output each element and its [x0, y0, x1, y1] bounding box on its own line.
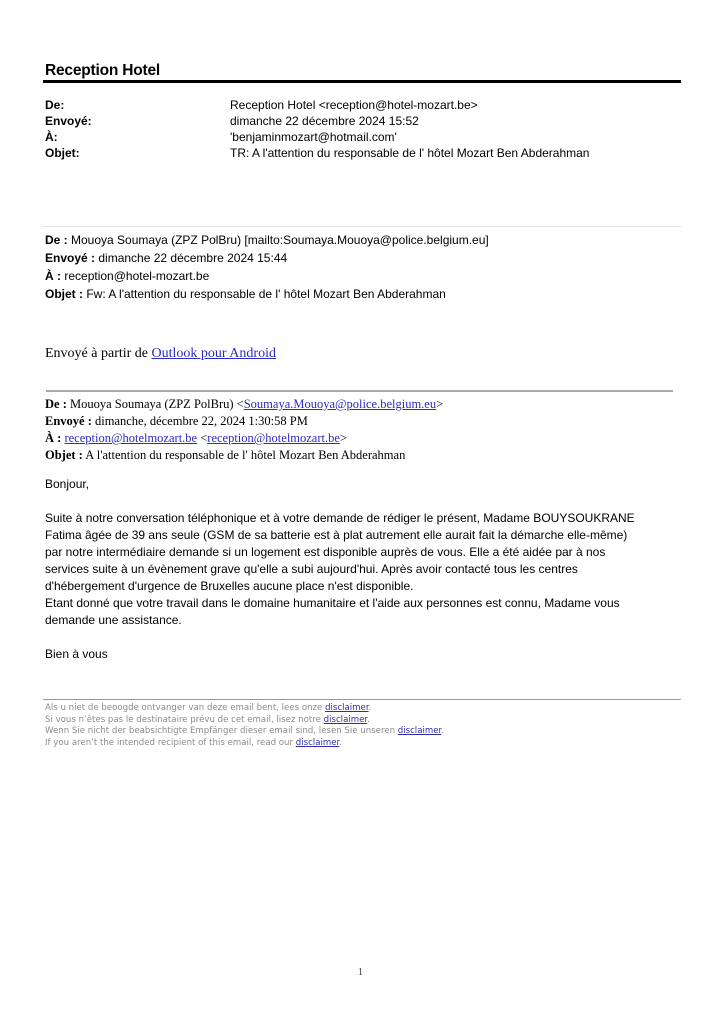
- period: .: [441, 726, 444, 736]
- disclaimer-link[interactable]: disclaimer: [325, 703, 369, 713]
- label: À :: [45, 269, 61, 283]
- forward2-subject: [45, 447, 443, 464]
- forward1-subject-value: Fw: A l'attention du responsable de l' hôtel Mozart Ben Abderahman: [86, 287, 446, 301]
- period: .: [339, 737, 342, 748]
- label: De :: [45, 233, 68, 247]
- header-label: Envoyé:: [45, 114, 92, 128]
- disclaimer-line-nl: [45, 703, 444, 715]
- recipient-email-link[interactable]: reception@hotelmozart.be: [64, 431, 198, 445]
- label: À :: [45, 431, 62, 445]
- label: De :: [45, 397, 67, 411]
- disclaimer-divider: [43, 699, 681, 700]
- document-title: Reception Hotel: [45, 62, 160, 79]
- forward2-from: [45, 396, 443, 413]
- body-line: d'hébergement d'urgence de Bruxelles aucune place n'est disponible.: [45, 579, 414, 593]
- label: Envoyé :: [45, 251, 96, 265]
- sender-email-link[interactable]: Soumaya.Mouoya@police.belgium.eu: [243, 397, 437, 411]
- bracket: >: [436, 397, 444, 411]
- body-line: Fatima âgée de 39 ans seule (GSM de sa batterie est à plat autrement elle aurait fait la démarche elle-même): [45, 528, 628, 542]
- disclaimer-link[interactable]: disclaimer: [323, 714, 368, 725]
- disclaimer-link[interactable]: disclaimer: [397, 726, 442, 736]
- sent-from-line: [45, 346, 276, 362]
- body-line: demande une assistance.: [45, 613, 182, 627]
- header-label: À:: [45, 130, 58, 144]
- forward1-from: [45, 231, 489, 249]
- period: .: [367, 714, 370, 725]
- header-sent-value: dimanche 22 décembre 2024 15:52: [230, 114, 419, 128]
- outer-email-header: [45, 97, 589, 161]
- forward1-sent-value: dimanche 22 décembre 2024 15:44: [98, 251, 288, 265]
- disclaimer-line-fr: [45, 715, 444, 727]
- recipient-email-link-2[interactable]: reception@hotelmozart.be: [207, 431, 340, 445]
- forward2-subject-value: A l'attention du responsable de l' hôtel Mozart Ben Abderahman: [85, 448, 406, 462]
- forward1-from-value: Mouoya Soumaya (ZPZ PolBru) [mailto:Soumaya.Mouoya@police.belgium.eu]: [71, 233, 489, 247]
- period: .: [368, 703, 372, 713]
- body-line: Suite à notre conversation téléphonique et à votre demande de rédiger le présent, Madame BOUYSOUKRANE: [45, 511, 635, 525]
- forward1-to: [45, 267, 489, 285]
- label: Objet :: [45, 287, 83, 301]
- disclaimer-block: [45, 703, 444, 749]
- page-number: 1: [358, 967, 363, 978]
- outlook-android-link[interactable]: Outlook pour Android: [151, 346, 276, 361]
- header-subject-value: TR: A l'attention du responsable de l' hôtel Mozart Ben Abderahman: [230, 146, 590, 160]
- body-line: par notre intermédiaire demande si un logement est disponible auprès de vous. Elle a été aidée par à nos: [45, 545, 606, 559]
- header-sent-row: [45, 113, 589, 129]
- disclaimer-line-en: [45, 738, 444, 750]
- header-label: Objet:: [45, 146, 80, 160]
- forward2-to: [45, 430, 443, 447]
- greeting: Bonjour,: [45, 477, 90, 491]
- body-line: Etant donné que votre travail dans le domaine humanitaire et l'aide aux personnes est connu, Madame vous: [45, 596, 620, 610]
- forward1-header: [45, 231, 489, 303]
- header-to-row: [45, 129, 589, 145]
- forward2-sent-value: dimanche, décembre 22, 2024 1:30:58 PM: [95, 414, 308, 428]
- disclaimer-text: If you aren’t the intended recipient of this email, read our: [45, 737, 296, 748]
- disclaimer-text: Wenn Sie nicht der beabsichtigte Empfänger dieser email sind, lesen Sie unseren: [45, 726, 398, 736]
- sent-from-text: Envoyé à partir de: [45, 346, 152, 361]
- body-line: services suite à un évènement grave qu'elle a subi aujourd'hui. Après avoir contacté tous les centres: [45, 562, 578, 576]
- forward-divider: [43, 226, 681, 227]
- disclaimer-link[interactable]: disclaimer: [295, 737, 340, 748]
- closing: Bien à vous: [45, 647, 108, 661]
- forward2-sent: [45, 413, 443, 430]
- forward1-sent: [45, 249, 489, 267]
- forward1-subject: [45, 285, 489, 303]
- bracket: <: [197, 431, 208, 445]
- header-from-row: [45, 97, 589, 113]
- label: Envoyé :: [45, 414, 92, 428]
- header-subject-row: [45, 145, 589, 161]
- disclaimer-line-de: [45, 726, 444, 738]
- email-body: [45, 476, 685, 663]
- disclaimer-text: Als u niet de beoogde ontvanger van deze email bent, lees onze: [45, 703, 326, 713]
- title-divider: [43, 80, 681, 83]
- header-label: De:: [45, 98, 65, 112]
- label: Objet :: [45, 448, 83, 462]
- header-to-value: 'benjaminmozart@hotmail.com': [230, 130, 397, 144]
- header-from-value: Reception Hotel <reception@hotel-mozart.be>: [230, 98, 478, 112]
- forward2-from-name: Mouoya Soumaya (ZPZ PolBru) <: [70, 397, 244, 411]
- forward1-to-value: reception@hotel-mozart.be: [64, 269, 210, 283]
- disclaimer-text: Si vous n’êtes pas le destinataire prévu de cet email, lisez notre: [45, 714, 324, 725]
- reply-divider: [46, 390, 673, 392]
- forward2-header: [45, 396, 443, 464]
- bracket: >: [339, 431, 347, 445]
